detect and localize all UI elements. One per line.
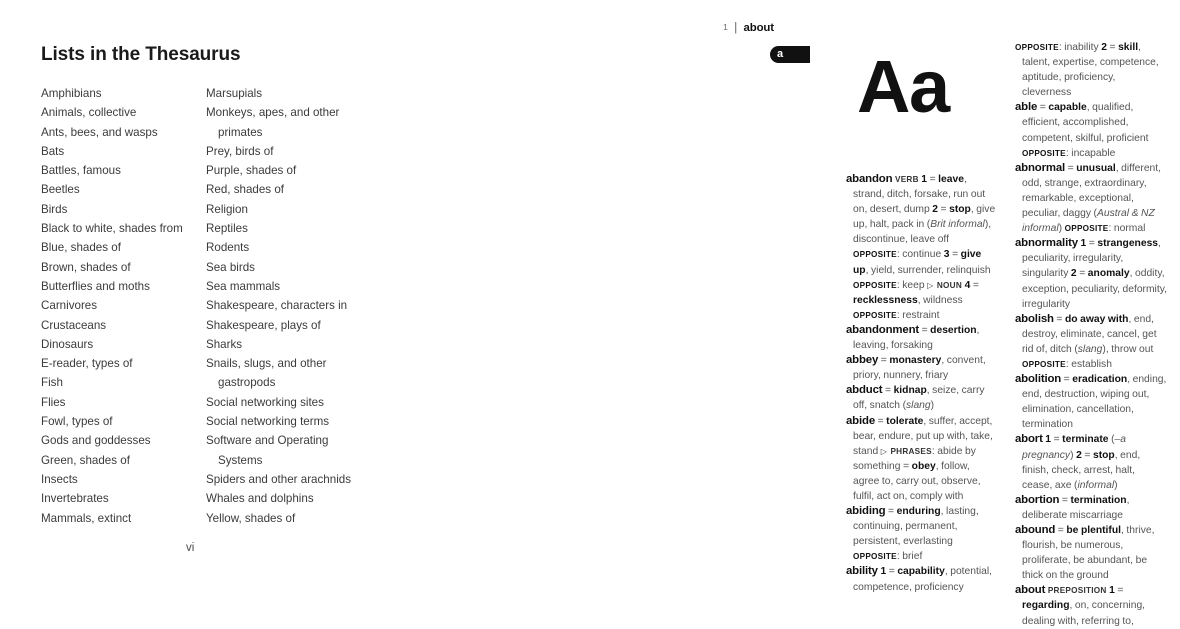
opposite-label: OPPOSITE <box>853 280 897 290</box>
opposite-label: OPPOSITE <box>853 310 897 320</box>
opposite-label: OPPOSITE <box>853 552 897 562</box>
sense-number: 2 <box>932 204 938 216</box>
usage-label: Austral & NZ informal <box>1022 208 1155 235</box>
sense-number: 2 <box>1070 268 1077 280</box>
list-item: Snails, slugs, and other gastropods <box>206 354 371 393</box>
list-item: Green, shades of <box>41 453 130 467</box>
primary-synonym: give up <box>853 249 982 276</box>
entry-headword: abort <box>1015 433 1043 446</box>
list-item: Purple, shades of <box>206 164 297 178</box>
usage-label: Brit informal <box>930 219 985 231</box>
phrase-text: abide by something <box>853 445 976 472</box>
dictionary-entry: able = capable, qualified, efficient, accomplished, competent, skilful, proficient OPPOSITE: incapable <box>1015 101 1149 159</box>
primary-synonym: do away with <box>1064 313 1129 325</box>
list-item: Shakespeare, plays of <box>206 318 321 332</box>
list-item: Sea mammals <box>206 279 281 293</box>
sense-number: 1 <box>1109 585 1115 597</box>
sense-number: 1 <box>1080 238 1087 250</box>
usage-label: slang <box>906 400 931 412</box>
running-head-separator: | <box>734 22 738 34</box>
list-item: Sharks <box>206 337 243 351</box>
entry-headword: ability <box>846 565 878 578</box>
list-item: Black to white, shades from <box>41 222 183 236</box>
letter-section-heading: Aa <box>857 45 949 128</box>
list-item: Software and Operating Systems <box>206 431 371 470</box>
list-item: Crustaceans <box>41 318 107 332</box>
opposite-label: OPPOSITE <box>1022 359 1066 369</box>
entry-continuation: OPPOSITE: inability 2 = skill, talent, expertise, competence, aptitude, proficiency, cleverness <box>1015 42 1159 99</box>
list-item: Shakespeare, characters in <box>206 299 348 313</box>
entry-headword: abnormality <box>1015 237 1078 250</box>
page-title: Lists in the Thesaurus <box>41 44 241 65</box>
list-item: E-reader, types of <box>41 357 133 371</box>
primary-synonym: stop <box>949 204 971 216</box>
dictionary-entry: abbey = monastery, convent, priory, nunnery, friary <box>846 354 986 382</box>
entry-part-of-speech: VERB <box>894 175 919 184</box>
primary-synonym: skill <box>1118 42 1139 53</box>
dictionary-entry: abnormal = unusual, different, odd, strange, extraordinary, remarkable, exceptional, peculiar, daggy (Austral & NZ informal) OPPOSITE: normal <box>1015 161 1162 235</box>
list-item: Rodents <box>206 241 250 255</box>
dictionary-entry: abolish = do away with, end, destroy, eliminate, cancel, get rid of, ditch (slang), throw out OPPOSITE: establish <box>1015 312 1157 370</box>
list-item: Dinosaurs <box>41 337 94 351</box>
primary-synonym: eradication <box>1072 374 1128 386</box>
list-item: Animals, collective <box>41 106 137 120</box>
entry-part-of-speech: PREPOSITION <box>1047 586 1107 596</box>
primary-synonym: tolerate <box>886 415 924 427</box>
list-item: Fish <box>41 376 63 390</box>
sense-number: 1 <box>921 174 928 185</box>
alphabet-thumb-tab[interactable]: a <box>770 46 810 63</box>
dictionary-entry: abide = tolerate, suffer, accept, bear, endure, put up with, take, stand ▷ PHRASES: abide by something = obey, follow, agree to, carry out, observe, fulfil, act on, comply with <box>846 414 993 502</box>
running-head-headword: about <box>743 22 774 34</box>
entry-headword: abiding <box>846 505 886 518</box>
entry-headword: abbey <box>846 354 879 367</box>
list-item: Fowl, types of <box>41 415 113 429</box>
dictionary-entry: ability 1 = capability, potential, competence, proficiency <box>846 565 993 593</box>
dictionary-columns <box>846 0 1180 627</box>
list-item: Flies <box>41 395 66 409</box>
dictionary-entry: abandon VERB 1 = leave, strand, ditch, forsake, run out on, desert, dump 2 = stop, give up, halt, pack in (Brit informal), discontinue, leave off OPPOSITE: continue 3 = give up, yield, surrender, relinquish OPPOSITE: keep ▷ NOUN 4 = recklessness, wildness OPPOSITE: restraint <box>846 173 996 321</box>
primary-synonym: recklessness <box>853 294 918 306</box>
primary-synonym: strangeness <box>1097 238 1159 250</box>
usage-label: informal <box>1077 479 1115 491</box>
primary-synonym: kidnap <box>893 385 927 397</box>
list-item: Social networking sites <box>206 395 324 409</box>
list-item-continuation: primates <box>218 125 263 139</box>
list-item: Yellow, shades of <box>206 511 296 525</box>
right-page <box>405 0 1167 627</box>
primary-synonym: obey <box>911 460 936 472</box>
list-item: Mammals, extinct <box>41 511 132 525</box>
entry-headword: abortion <box>1015 493 1060 506</box>
list-item: Battles, famous <box>41 164 121 178</box>
primary-synonym: capable <box>1048 102 1087 114</box>
opposite-label: OPPOSITE <box>1015 43 1059 52</box>
list-item: Blue, shades of <box>41 241 121 255</box>
dictionary-column-1 <box>846 0 998 595</box>
list-item: Social networking terms <box>206 415 330 429</box>
opposite-label: OPPOSITE <box>853 250 897 260</box>
list-item: Insects <box>41 472 78 486</box>
primary-synonym: monastery <box>889 355 942 367</box>
list-item: Spiders and other arachnids <box>206 472 352 486</box>
entry-headword: abide <box>846 414 876 427</box>
dictionary-entry: abandonment = desertion, leaving, forsaking <box>846 323 980 352</box>
primary-synonym: enduring <box>896 506 941 518</box>
primary-synonym: regarding <box>1022 600 1070 612</box>
triangle-marker: ▷ <box>927 280 934 290</box>
list-column-2 <box>206 84 371 528</box>
list-item: Marsupials <box>206 87 263 100</box>
sense-part-of-speech: NOUN <box>936 280 962 290</box>
entry-headword: abolition <box>1015 373 1062 386</box>
list-item-continuation: gastropods <box>218 376 276 390</box>
list-item: Reptiles <box>206 222 248 236</box>
primary-synonym: desertion <box>930 324 977 336</box>
list-item: Bats <box>41 144 65 158</box>
dictionary-entry: abortion = termination, deliberate miscarriage <box>1015 493 1130 521</box>
entry-headword: able <box>1015 101 1038 114</box>
list-item: Whales and dolphins <box>206 492 314 506</box>
usage-label: slang <box>1077 343 1103 355</box>
list-column-1 <box>41 84 206 528</box>
list-item: Monkeys, apes, and other primates <box>206 103 371 142</box>
primary-synonym: be plentiful <box>1066 525 1121 536</box>
primary-synonym: termination <box>1070 494 1127 506</box>
triangle-marker: ▷ <box>880 446 887 456</box>
list-item: Carnivores <box>41 299 98 313</box>
list-item: Red, shades of <box>206 183 284 197</box>
sense-number: 1 <box>880 566 887 578</box>
dictionary-entry: abiding = enduring, lasting, continuing, permanent, persistent, everlasting OPPOSITE: brief <box>846 505 979 563</box>
thesaurus-lists <box>41 84 371 528</box>
dictionary-entry: abolition = eradication, ending, end, destruction, wiping out, elimination, cancellation, termination <box>1015 373 1167 431</box>
entry-headword: abolish <box>1015 312 1054 325</box>
list-item: Sea birds <box>206 260 255 274</box>
primary-synonym: leave <box>938 174 964 185</box>
entry-headword: about <box>1015 584 1046 597</box>
list-item: Birds <box>41 202 68 216</box>
entry-headword: abandonment <box>846 323 920 336</box>
opposite-label: OPPOSITE <box>1022 148 1066 158</box>
primary-synonym: capability <box>897 566 945 578</box>
list-item: Prey, birds of <box>206 144 274 158</box>
sense-number: 2 <box>1101 42 1107 53</box>
page-folio: vi <box>186 542 195 554</box>
dictionary-column-2 <box>1015 0 1167 629</box>
opposite-label: OPPOSITE <box>1064 224 1109 234</box>
list-item: Ants, bees, and wasps <box>41 125 158 139</box>
list-item: Amphibians <box>41 87 102 100</box>
entry-headword: abnormal <box>1015 161 1066 174</box>
dictionary-entry: abort 1 = terminate (–a pregnancy) 2 = stop, end, finish, check, arrest, halt, cease, axe (informal) <box>1015 433 1141 491</box>
list-item: Butterflies and moths <box>41 279 150 293</box>
dictionary-entry: abduct = kidnap, seize, carry off, snatch (slang) <box>846 384 985 412</box>
primary-synonym: unusual <box>1076 162 1116 174</box>
list-item: Beetles <box>41 183 80 197</box>
entry-headword: abduct <box>846 384 883 397</box>
entry-headword: abandon <box>846 173 893 185</box>
list-item: Religion <box>206 202 248 216</box>
primary-synonym: anomaly <box>1087 268 1130 280</box>
dictionary-entry: about PREPOSITION 1 = regarding, on, concerning, dealing with, referring to, <box>1015 584 1146 627</box>
list-item: Brown, shades of <box>41 260 131 274</box>
sense-part-of-speech: PHRASES <box>890 446 932 456</box>
usage-label: –a pregnancy <box>1022 434 1126 461</box>
primary-synonym: stop <box>1092 449 1115 461</box>
dictionary-entry: abnormality 1 = strangeness, peculiarity, irregularity, singularity 2 = anomaly, oddity, exception, peculiarity, deformity, irregularity <box>1015 237 1167 310</box>
entry-headword: abound <box>1015 524 1056 536</box>
sense-number: 2 <box>1076 449 1082 461</box>
list-item: Gods and goddesses <box>41 434 151 448</box>
running-head <box>723 22 774 34</box>
running-head-folio: 1 <box>723 22 729 32</box>
sense-number: 3 <box>943 249 950 261</box>
list-item: Invertebrates <box>41 492 109 506</box>
primary-synonym: terminate <box>1062 434 1109 446</box>
left-page <box>0 0 405 588</box>
sense-number: 4 <box>964 279 971 291</box>
list-item-continuation: Systems <box>218 453 263 467</box>
dictionary-entry: abound = be plentiful, thrive, flourish, be numerous, proliferate, be abundant, be thick on the ground <box>1015 524 1155 582</box>
sense-number: 1 <box>1045 434 1052 446</box>
